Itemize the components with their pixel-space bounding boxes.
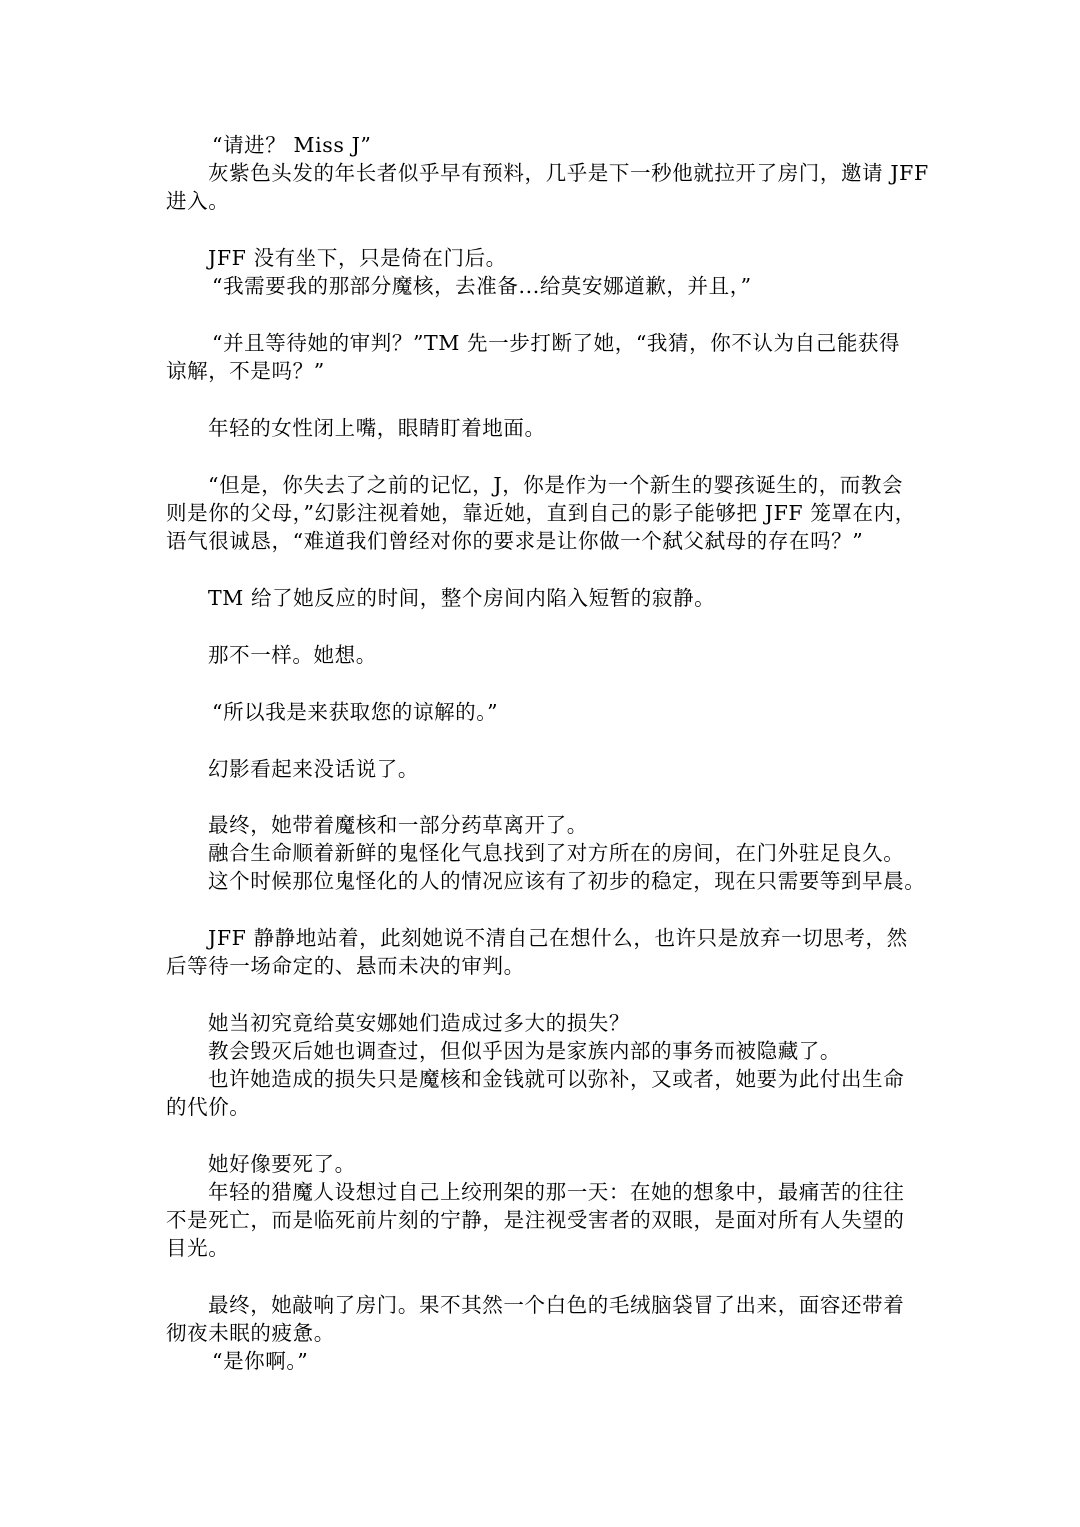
text-line: JFF 没有坐下，只是倚在门后。 [208,246,507,270]
text-line: 不是死亡，而是临死前片刻的宁静，是注视受害者的双眼，是面对所有人失望的 [166,1208,905,1232]
text-line: 这个时候那位鬼怪化的人的情况应该有了初步的稳定，现在只需要等到早晨。 [208,869,926,893]
text-line: “我需要我的那部分魔核，去准备...给莫安娜道歉，并且，” [212,274,752,298]
text-line: “请进？ Miss J” [212,133,372,157]
text-line: 融合生命顺着新鲜的鬼怪化气息找到了对方所在的房间，在门外驻足良久。 [208,841,905,865]
text-line: 最终，她带着魔核和一部分药草离开了。 [208,813,588,837]
text-line: “但是，你失去了之前的记忆，J，你是作为一个新生的婴孩诞生的，而教会 [208,473,904,497]
text-line: 语气很诚恳，“难道我们曾经对你的要求是让你做一个弑父弑母的存在吗？” [166,529,864,553]
text-line: “是你啊。” [212,1349,309,1373]
text-line: 也许她造成的损失只是魔核和金钱就可以弥补，又或者，她要为此付出生命 [208,1067,905,1091]
text-line: 彻夜未眠的疲惫。 [166,1321,335,1345]
text-line: 她当初究竟给莫安娜她们造成过多大的损失？ [208,1011,630,1035]
text-line: TM 给了她反应的时间，整个房间内陷入短暂的寂静。 [208,586,716,610]
text-line: 谅解，不是吗？” [166,359,325,383]
text-line: JFF 静静地站着，此刻她说不清自己在想什么，也许只是放弃一切思考，然 [208,926,908,950]
text-line: 年轻的女性闭上嘴，眼睛盯着地面。 [208,416,546,440]
text-line: 幻影看起来没话说了。 [208,757,419,781]
text-line: 年轻的猎魔人设想过自己上绞刑架的那一天：在她的想象中，最痛苦的往往 [208,1180,905,1204]
text-line: 进入。 [166,189,230,213]
text-line: 目光。 [166,1236,230,1260]
text-line: 最终，她敲响了房门。果不其然一个白色的毛绒脑袋冒了出来，面容还带着 [208,1293,905,1317]
text-line: “并且等待她的审判？”TM 先一步打断了她，“我猜，你不认为自己能获得 [212,331,901,355]
text-line: 灰紫色头发的年长者似乎早有预料，几乎是下一秒他就拉开了房门，邀请 JFF [208,161,929,185]
text-line: 那不一样。她想。 [208,643,377,667]
text-line: 的代价。 [166,1095,251,1119]
text-line: 则是你的父母，”幻影注视着她，靠近她，直到自己的影子能够把 JFF 笼罩在内， [166,501,916,525]
text-line: “所以我是来获取您的谅解的。” [212,700,499,724]
text-line: 她好像要死了。 [208,1152,356,1176]
text-line: 教会毁灭后她也调查过，但似乎因为是家族内部的事务而被隐藏了。 [208,1039,841,1063]
text-line: 后等待一场命定的、悬而未决的审判。 [166,954,525,978]
